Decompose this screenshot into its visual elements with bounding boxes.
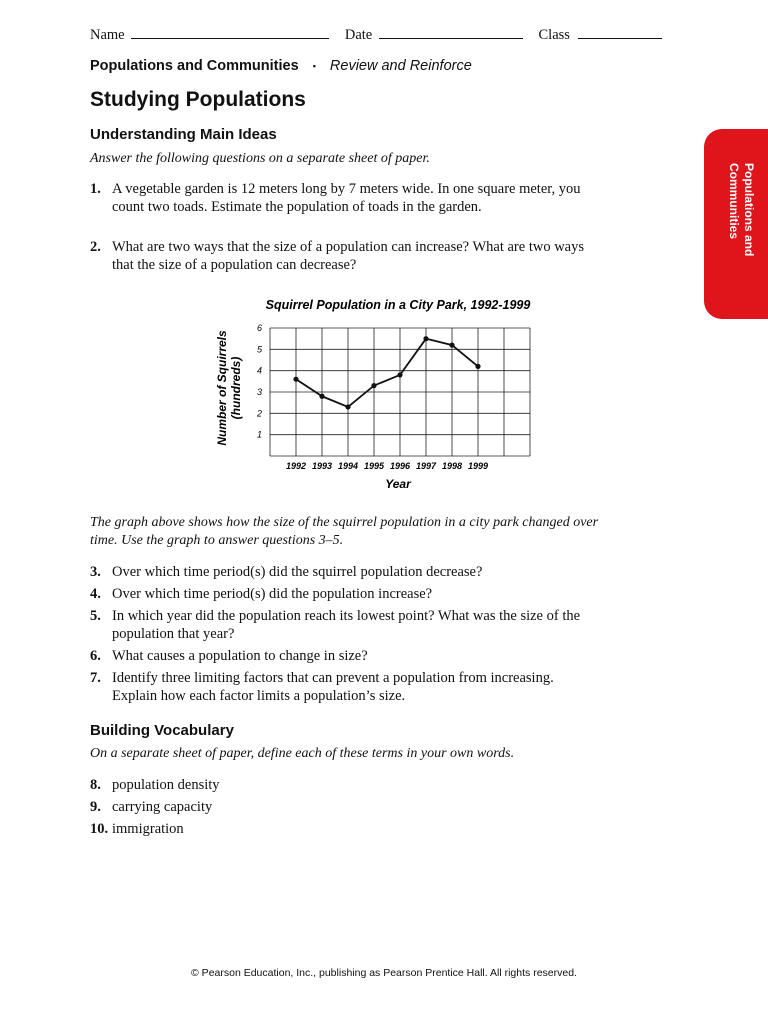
squirrel-population-chart: [200, 290, 560, 500]
data-point: [345, 404, 350, 409]
chart-x-axis-label: Year: [385, 477, 411, 491]
x-tick-label: 1993: [311, 461, 333, 471]
data-point: [293, 377, 298, 382]
class-field-line[interactable]: [578, 24, 662, 39]
vocab-term: [90, 799, 590, 817]
question-item: [90, 648, 590, 666]
name-field-line[interactable]: [131, 24, 329, 39]
y-tick-label: 2: [256, 408, 262, 419]
question-text: What are two ways that the size of a population can increase? What are two ways that the size of a population can decrease?: [112, 239, 585, 273]
x-tick-label: 1995: [363, 461, 385, 471]
y-tick-label: 3: [256, 387, 262, 397]
vocabulary-instruction: On a separate sheet of paper, define each of these terms in your own words.: [90, 746, 515, 761]
vocab-term: [90, 821, 590, 839]
question-item: [90, 670, 590, 705]
section-heading-vocabulary: Building Vocabulary: [90, 722, 234, 739]
term-text: population density: [112, 777, 220, 793]
vocab-term: [90, 777, 590, 795]
section-instruction: Answer the following questions on a separate sheet of paper.: [90, 151, 430, 166]
question-item: [90, 181, 590, 216]
term-number: 9.: [90, 799, 101, 815]
side-tab-label: [712, 163, 756, 313]
x-tick-label: 1999: [467, 461, 489, 471]
page-title: Studying Populations: [90, 88, 306, 111]
question-number: 1.: [90, 181, 101, 197]
y-tick-label: 5: [256, 344, 262, 355]
x-tick-label: 1994: [337, 461, 359, 471]
y-tick-label: 6: [256, 323, 262, 333]
y-tick-label: 4: [256, 365, 262, 376]
chart-y-ticks: [256, 323, 263, 440]
class-label: Class: [538, 27, 570, 43]
section-type: Review and Reinforce: [329, 58, 472, 74]
side-tab-line2: Communities: [727, 163, 741, 240]
data-point: [397, 372, 402, 377]
question-number: 2.: [90, 239, 101, 255]
data-point: [449, 342, 454, 347]
date-field-line[interactable]: [379, 24, 523, 39]
date-label: Date: [344, 27, 373, 43]
data-point: [475, 364, 480, 369]
chart-x-ticks: [286, 461, 488, 471]
x-tick-label: 1998: [441, 461, 463, 471]
question-number: 6.: [90, 648, 101, 664]
x-tick-label: 1996: [389, 461, 411, 471]
data-point: [423, 336, 428, 341]
x-tick-label: 1997: [415, 461, 437, 471]
data-point: [371, 383, 376, 388]
question-text: Identify three limiting factors that can prevent a population from increasing. Explain how each factor limits a population’s size.: [112, 670, 554, 704]
question-item: [90, 586, 590, 604]
term-text: immigration: [112, 821, 184, 837]
y-tick-label: 1: [256, 429, 262, 440]
data-point: [319, 394, 324, 399]
chart-title: Squirrel Population in a City Park, 1992-1999: [265, 298, 531, 312]
question-text: Over which time period(s) did the squirrel population decrease?: [112, 564, 483, 580]
question-item: [90, 239, 590, 274]
question-text: Over which time period(s) did the population increase?: [112, 586, 433, 602]
chart-y-axis-unit: (hundreds): [229, 356, 243, 420]
name-label: Name: [90, 27, 125, 43]
copyright-footer: © Pearson Education, Inc., publishing as Pearson Prentice Hall. All rights reserved.: [191, 967, 577, 979]
question-item: [90, 564, 590, 582]
term-number: 10.: [90, 821, 109, 837]
question-number: 5.: [90, 608, 101, 624]
chart-data-points: [293, 336, 480, 409]
question-text: What causes a population to change in size?: [112, 648, 368, 664]
question-item: [90, 608, 590, 643]
question-text: In which year did the population reach its lowest point? What was the size of the population that year?: [112, 608, 581, 642]
section-heading-main-ideas: Understanding Main Ideas: [90, 126, 277, 143]
worksheet-header: [90, 24, 662, 44]
term-number: 8.: [90, 777, 101, 793]
question-number: 7.: [90, 670, 101, 686]
chapter-name: Populations and Communities: [90, 58, 299, 74]
chapter-subheader: [90, 58, 472, 74]
x-tick-label: 1992: [285, 461, 307, 471]
question-text: A vegetable garden is 12 meters long by 7 meters wide. In one square meter, you count two toads. Estimate the population of toads in the garden.: [112, 181, 581, 215]
chart-y-axis-label: Number of Squirrels: [215, 330, 229, 446]
question-number: 4.: [90, 586, 101, 602]
separator: ▪: [312, 61, 316, 72]
side-tab-line1: Populations and: [742, 163, 756, 257]
graph-caption: The graph above shows how the size of the squirrel population in a city park changed over time. Use the graph to answer questions 3–5.: [90, 515, 599, 548]
term-text: carrying capacity: [112, 799, 213, 815]
chart-grid: [270, 328, 530, 456]
question-number: 3.: [90, 564, 101, 580]
